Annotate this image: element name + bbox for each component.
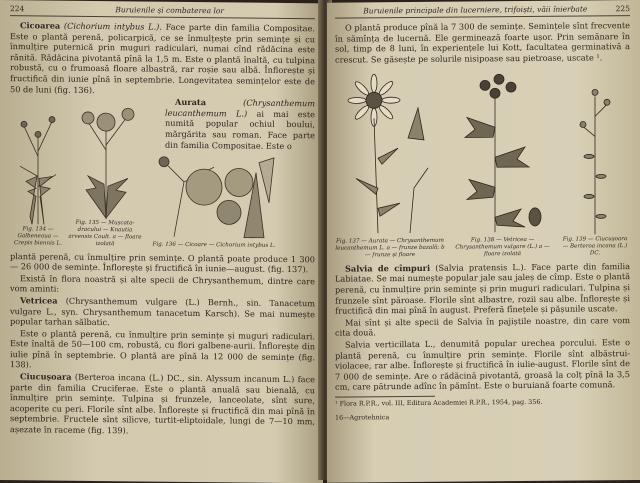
text-aurata: ai mai este numită popular ochiul boului, mărgărita sau roman. Face parte din familia Compositae. Este o [165, 108, 315, 151]
text-cicoarea: Face parte din familia Compositae. Este o plantă perenă, policarpică, ce se înmulțește prin semințe și cu înmulțire puternică prin muguri radiculari, numai cînd rădăcina este rănită. Rădăcina pivotantă pînă la 1,5 m. Este o plantă înaltă, cu tulpina robustă, cu o frumoasă floare albastră, rar roșie sau albă. Înflorește și fructifică din iunie pînă în septembrie. Longevitatea semințelor este de 50 de luni (fig. 136). [10, 21, 315, 95]
latin-aurata: (Chrysanthemum leucanthemum L.) [165, 97, 315, 119]
crepis-illustration [10, 96, 66, 227]
running-head-right-title: Buruienile principale din lucerniere, trifoiști, văii înierbate [363, 4, 588, 16]
running-head-right [335, 4, 630, 19]
paragraph-left-2: Există în flora noastră și alte specii de Chrysanthemum, dintre care vom aminti: [10, 272, 315, 294]
right-page [327, 0, 640, 483]
text-vetricea: (Chrysanthemum vulgare (L.) Bernh., sin. Tanacetum vulgare L., syn. Chrysanthemum tanacetum Karsch). Se mai numește popular tarhan sălbatic. [10, 295, 315, 328]
paragraph-cicoarea [10, 20, 315, 97]
paragraph-right-1: Mai sînt și alte specii de Salvia în pajiștile noastre, din care vom cita două. [335, 314, 630, 338]
page-number-left: 224 [10, 4, 25, 14]
paragraph-right-2: Salvia verticillata L., denumită popular urechea porcului. Este o plantă perenă, cu înmulțire prin semințe. Florile sînt albăstrui-violacee, rar albe. Înflorește și fructifică în iulie-august. Florile sînt de 7 000 de semințe. Are o rădăcină pivotantă, groasă la colț pînă la 3,5 cm, care pătrunde adînc în pămînt. Este o buruiană foarte comună. [335, 337, 630, 392]
paragraph-ciucusoara [10, 371, 315, 438]
figure-137 [335, 68, 445, 259]
caption-136: Fig. 136 — Cicoare — Cichorium intybus L. [152, 241, 276, 249]
paragraph-right-intro: O plantă produce pînă la 7 300 de semințe. Semințele sînt frecvente în sămînța de lucernă. Ele germinează foarte ușor. Prin semănare în sol, timp de 8 luni, în experiențele lui Kott, facultatea germinativă a crescut. Se găsește pe solurile nisipoase sau pietroase, uscate ¹. [335, 20, 630, 65]
heading-cicoarea: Cicoarea [20, 20, 61, 31]
paragraph-salvia [335, 261, 630, 317]
cichorium-illustration [144, 141, 284, 242]
heading-vetricea: Vetricea [20, 295, 58, 306]
knautia-illustration [66, 100, 144, 221]
caption-137: Fig. 137 — Aurata — Chrysanthemum leucanthemum L. a — frunze bazală; b — frunze și floare [335, 238, 445, 259]
figure-135 [66, 100, 144, 248]
running-head-left [10, 4, 315, 19]
figure-139 [560, 76, 630, 257]
figure-136 [144, 141, 284, 249]
latin-cicoarea: (Cichorium intybus L.). [63, 20, 162, 32]
caption-135: Fig. 135 — Mușcata-dracului — Knautia arvensis Coult. a — floare izolată [68, 220, 142, 247]
figure-134 [10, 96, 66, 247]
page-footer-signature: 16—Agrotehnica [335, 413, 390, 422]
heading-salvia: Salvia de cîmpuri [345, 262, 431, 274]
chrysanthemum-vulgare-illustration [455, 67, 551, 238]
figure-row-right [335, 66, 630, 259]
page-number-right: 225 [615, 4, 630, 14]
paragraph-vetricea [10, 295, 315, 330]
caption-139: Fig. 139 — Ciucușoara — Berteroa incana (L.) DC. [562, 236, 628, 257]
footnote: ¹ Flora R.P.R., vol. III, Editura Academiei R.P.R., 1954, pag. 356. [335, 397, 543, 408]
berteroa-illustration [565, 77, 625, 238]
paragraph-left-3: Este o plantă perenă, cu înmulțire prin semințe și muguri radiculari. Este înaltă de 50—100 cm, robustă, cu flori galbene-aurii. Înflorește din iulie pînă în septembrie. O plantă are pînă la 12 000 de semințe (fig. 138). [10, 327, 315, 370]
caption-138: Fig. 138 — Vetricea — Chrysanthemum vulgare (L.) a — floare izolată [455, 237, 550, 258]
text-ciucusoara: (Berteroa incana (L.) DC., sin. Alyssum incanum L.) face parte din familia Cruciferae. Este o plantă anuală sau bienală, cu înmulțire prin semințe. Tulpina și frunzele, lanceolate, sînt sure, acoperite cu peri. Florile sînt albe. Înflorește și fructifică din mai pînă în septembrie. Fructele sînt silicve, turtit-eliptoidale, lungi de 7—10 mm, așezate în raceme (fig. 139). [10, 371, 315, 436]
running-head-left-title: Buruienile și combaterea lor [115, 5, 224, 16]
heading-ciucusoara: Ciucușoara [20, 371, 72, 382]
text-salvia: (Salvia pratensis L.). Face parte din familia Labiatae. Se mai numește popular jale sau jaleș de cîmp. Este o plantă perenă, cu înmulțire prin semințe și prin muguri radiculari. Tulpina și frunzele sînt păroase. Florile sînt albastre, rozii sau albe. Înflorește și fructifică din mai pînă în august. Preferă fînețele și pășunile uscate. [335, 260, 631, 316]
heading-aurata: Aurata [175, 96, 207, 108]
caption-134: Fig. 134 — Galbeneaua — Crepis biennis L. [13, 226, 63, 247]
paragraph-left-1: plantă perenă, cu înmulțire prin semințe. O plantă poate produce 1 300 — 26 000 de semințe. Înflorește și fructifică în iunie—august. (fig. 137). [10, 250, 315, 275]
figure-138 [453, 67, 553, 258]
chrysanthemum-leucanthemum-illustration [338, 68, 442, 239]
